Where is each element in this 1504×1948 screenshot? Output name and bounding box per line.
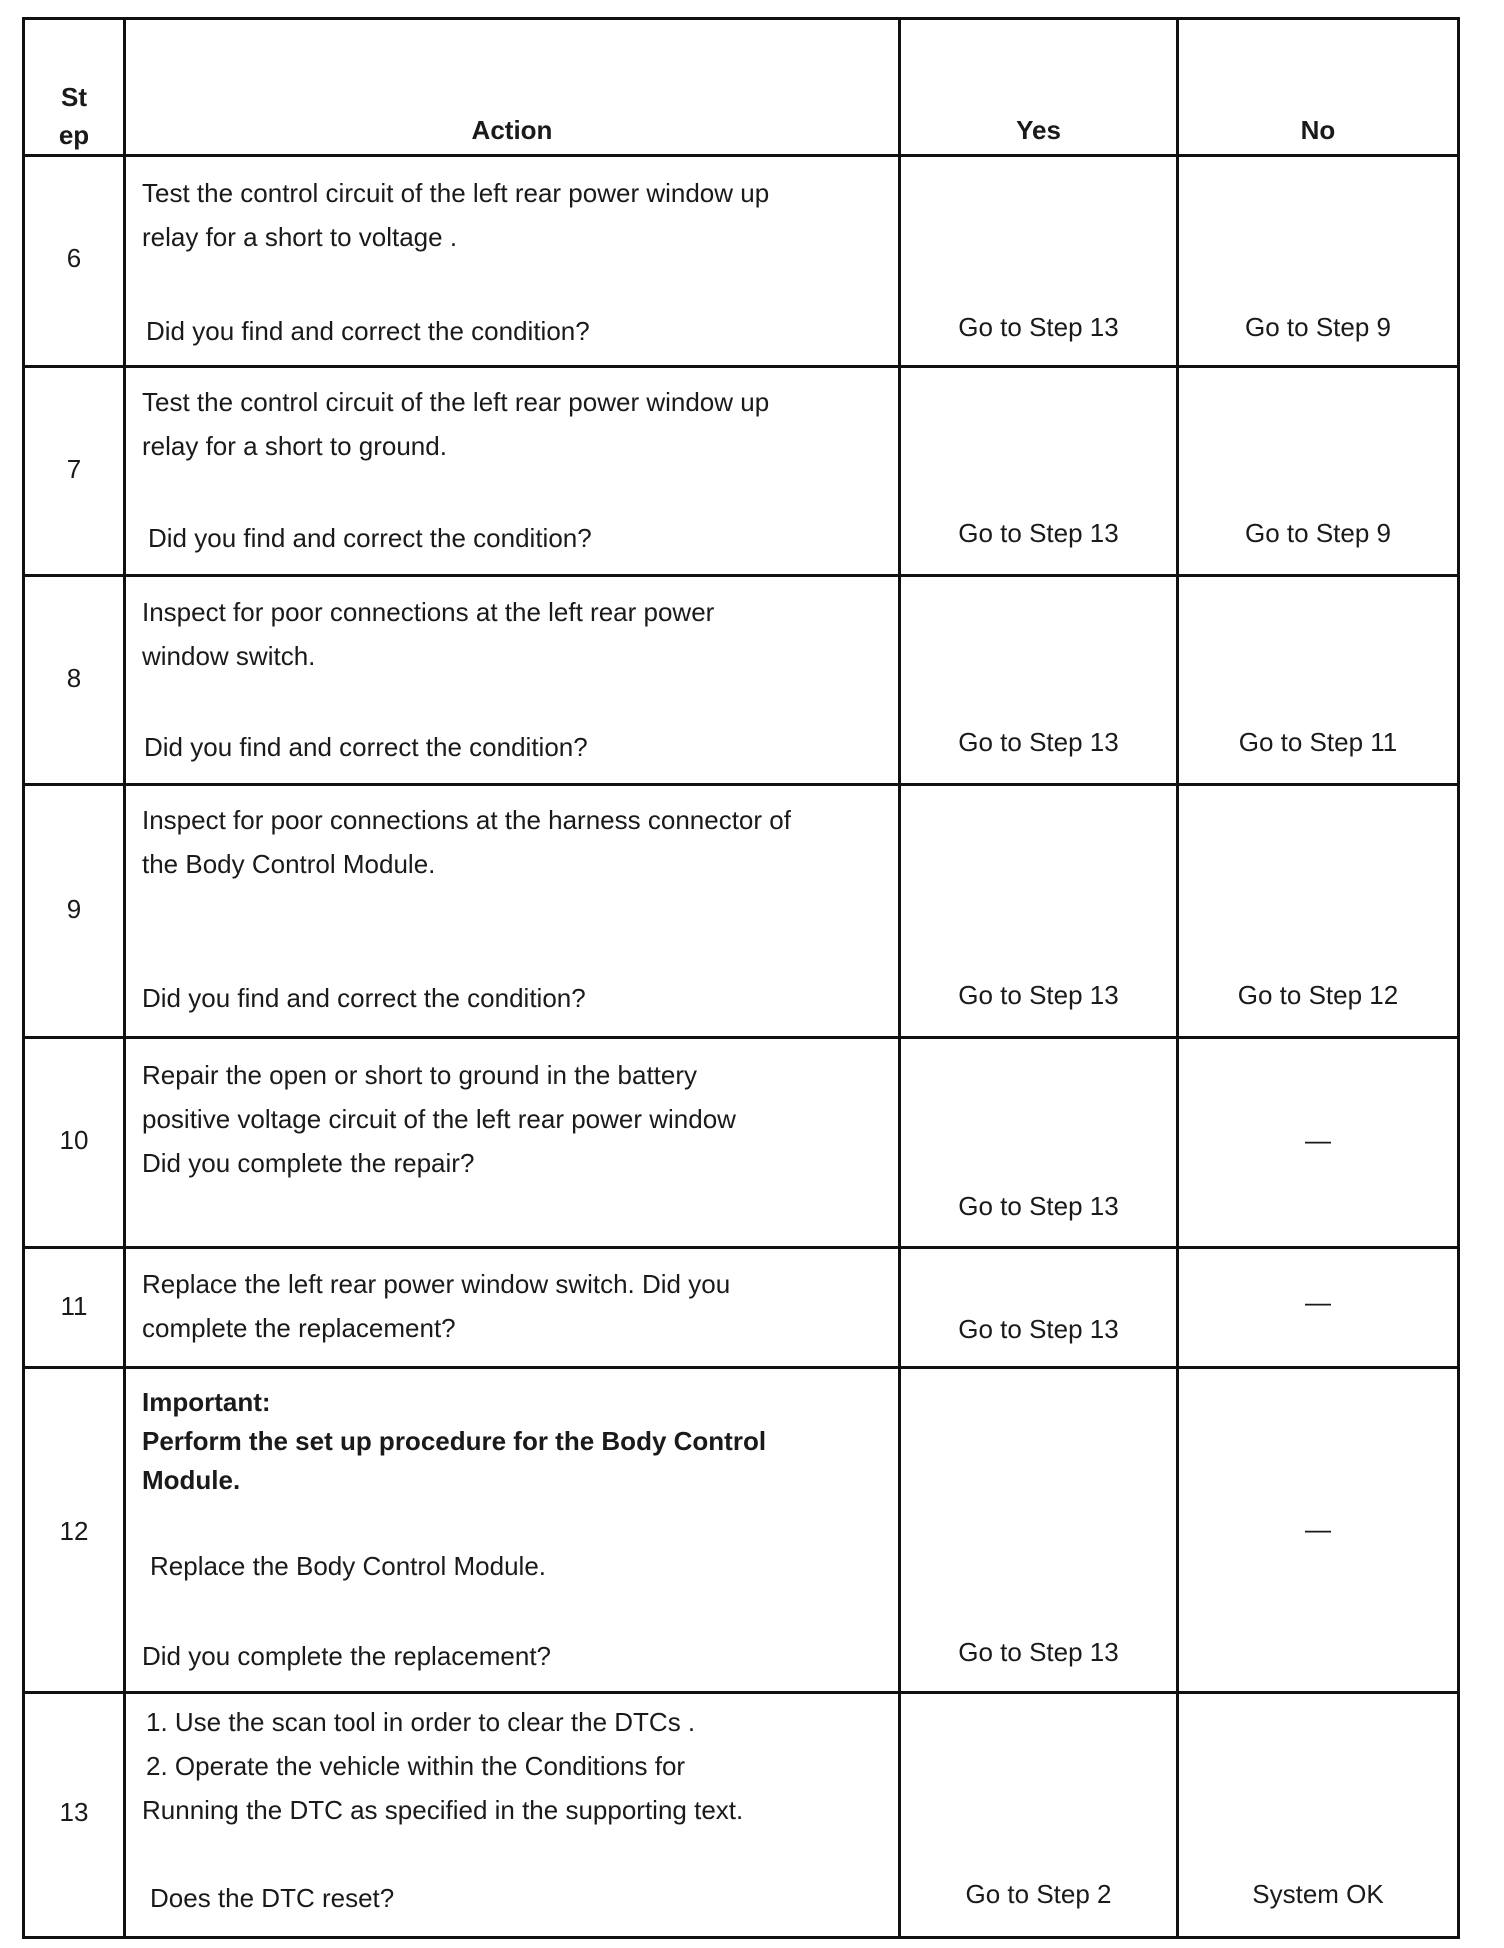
diagnostic-table — [22, 17, 1460, 1939]
list-item: 1. Use the scan tool in order to clear the DTCs . — [146, 1707, 696, 1737]
no-cell: — — [1178, 1368, 1459, 1693]
yes-cell: Go to Step 2 — [900, 1693, 1178, 1938]
header-row — [24, 19, 1459, 156]
step-cell: 11 — [24, 1248, 125, 1368]
table-row — [24, 1038, 1459, 1248]
no-cell: Go to Step 9 — [1178, 367, 1459, 576]
action-cell: 1. Use the scan tool in order to clear the DTCs . 2. Operate the vehicle within the Conditions for Running the DTC as specified in the supporting text. Does the DTC reset? — [125, 1693, 900, 1938]
yes-cell: Go to Step 13 — [900, 367, 1178, 576]
step-cell: 9 — [24, 785, 125, 1038]
action-cell: Test the control circuit of the left rear power window up relay for a short to voltage . Did you find and correct the condition? — [125, 156, 900, 367]
header-yes: Yes — [900, 19, 1178, 156]
action-cell: Repair the open or short to ground in the battery positive voltage circuit of the left rear power window Did you complete the repair? — [125, 1038, 900, 1248]
no-cell: Go to Step 9 — [1178, 156, 1459, 367]
action-cell: Inspect for poor connections at the left rear power window switch. Did you find and correct the condition? — [125, 576, 900, 785]
action-cell: Test the control circuit of the left rear power window up relay for a short to ground. Did you find and correct the condition? — [125, 367, 900, 576]
yes-cell: Go to Step 13 — [900, 1248, 1178, 1368]
header-step: St ep — [24, 19, 125, 156]
table-row — [24, 1368, 1459, 1693]
yes-cell: Go to Step 13 — [900, 785, 1178, 1038]
step-cell: 13 — [24, 1693, 125, 1938]
header-no: No — [1178, 19, 1459, 156]
action-cell: Important: Perform the set up procedure for the Body Control Module. Replace the Body Control Module. Did you complete the replacement? — [125, 1368, 900, 1693]
table-row — [24, 785, 1459, 1038]
list-item: 2. Operate the vehicle within the Conditions for — [146, 1751, 686, 1781]
no-cell: System OK — [1178, 1693, 1459, 1938]
no-cell: — — [1178, 1248, 1459, 1368]
action-cell: Replace the left rear power window switch. Did you complete the replacement? — [125, 1248, 900, 1368]
table-row — [24, 156, 1459, 367]
table-row — [24, 576, 1459, 785]
step-cell: 6 — [24, 156, 125, 367]
table-row — [24, 1693, 1459, 1938]
step-cell: 8 — [24, 576, 125, 785]
no-cell: Go to Step 11 — [1178, 576, 1459, 785]
action-cell: Inspect for poor connections at the harness connector of the Body Control Module. Did you find and correct the condition? — [125, 785, 900, 1038]
important-label: Important: — [142, 1387, 271, 1417]
yes-cell: Go to Step 13 — [900, 1368, 1178, 1693]
header-action: Action — [125, 19, 900, 156]
step-cell: 7 — [24, 367, 125, 576]
table-row — [24, 1248, 1459, 1368]
step-cell: 12 — [24, 1368, 125, 1693]
yes-cell: Go to Step 13 — [900, 156, 1178, 367]
no-cell: Go to Step 12 — [1178, 785, 1459, 1038]
yes-cell: Go to Step 13 — [900, 1038, 1178, 1248]
no-cell: — — [1178, 1038, 1459, 1248]
table-row — [24, 367, 1459, 576]
step-cell: 10 — [24, 1038, 125, 1248]
yes-cell: Go to Step 13 — [900, 576, 1178, 785]
